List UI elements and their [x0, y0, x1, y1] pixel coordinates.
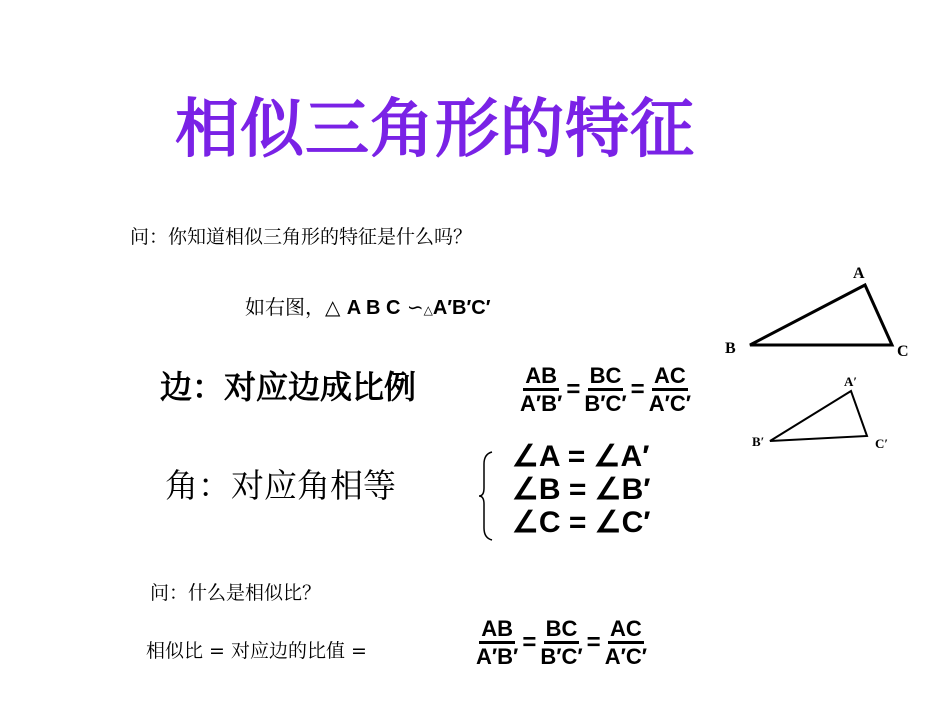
- equals-sign: =: [566, 376, 581, 404]
- fraction-ac: [649, 364, 691, 416]
- angle-b-equality: ∠B = ∠B′: [512, 473, 651, 506]
- fraction-denominator: A′C′: [604, 644, 648, 670]
- fraction-bc: [540, 617, 582, 669]
- label-a: A: [853, 265, 865, 282]
- figure-statement: [245, 291, 491, 320]
- label-a-prime: A′: [844, 374, 858, 389]
- side-feature: 边：对应边成比例: [160, 368, 417, 406]
- fraction-ab: [520, 364, 562, 416]
- fraction-ab: [476, 617, 518, 669]
- triangle-symbol: △: [423, 303, 433, 317]
- angle-a-equality: ∠A = ∠A′: [512, 440, 650, 473]
- fraction-denominator: B′C′: [540, 644, 583, 670]
- triangle-abc: A B C: [346, 297, 401, 319]
- question-ratio: 问：什么是相似比？: [150, 582, 322, 604]
- label-b-prime: B′: [752, 434, 765, 449]
- label-b: B: [725, 340, 736, 357]
- equals-sign: =: [586, 629, 601, 657]
- fraction-numerator: BC: [544, 617, 580, 644]
- question-features: 问：你知道相似三角形的特征是什么吗？: [130, 226, 473, 248]
- fraction-denominator: A′B′: [520, 391, 563, 417]
- page-title: 相似三角形的特征: [175, 93, 695, 167]
- fraction-numerator: AC: [652, 364, 688, 391]
- fraction-ac: [605, 617, 647, 669]
- triangle-small: [752, 374, 888, 451]
- label-c-prime: C′: [875, 436, 889, 451]
- angle-equalities: [512, 440, 651, 539]
- fraction-numerator: AB: [523, 364, 559, 391]
- fraction-denominator: A′C′: [648, 391, 692, 417]
- fraction-numerator: AB: [479, 617, 515, 644]
- fraction-denominator: B′C′: [584, 391, 627, 417]
- fraction-bc: [584, 364, 626, 416]
- equals-sign: =: [630, 376, 645, 404]
- ratio-proportion-equation: [476, 617, 647, 669]
- angle-c-equality: ∠C = ∠C′: [512, 506, 651, 539]
- label-c: C: [897, 343, 909, 360]
- similarity-ratio-label: 相似比 = 对应边的比值 =: [146, 640, 367, 662]
- angle-feature: 角：对应角相等: [165, 466, 396, 505]
- triangle-large: [725, 265, 909, 360]
- fraction-numerator: AC: [608, 617, 644, 644]
- equals-sign: =: [522, 629, 537, 657]
- similar-triangles-figure: [720, 258, 930, 458]
- left-brace: [478, 450, 498, 542]
- fraction-numerator: BC: [588, 364, 624, 391]
- side-proportion-equation: [520, 364, 691, 416]
- figure-prefix: 如右图，△: [245, 295, 341, 319]
- similar-symbol: ∽: [406, 295, 424, 319]
- triangle-abc-prime: A′B′C′: [432, 297, 491, 319]
- fraction-denominator: A′B′: [476, 644, 519, 670]
